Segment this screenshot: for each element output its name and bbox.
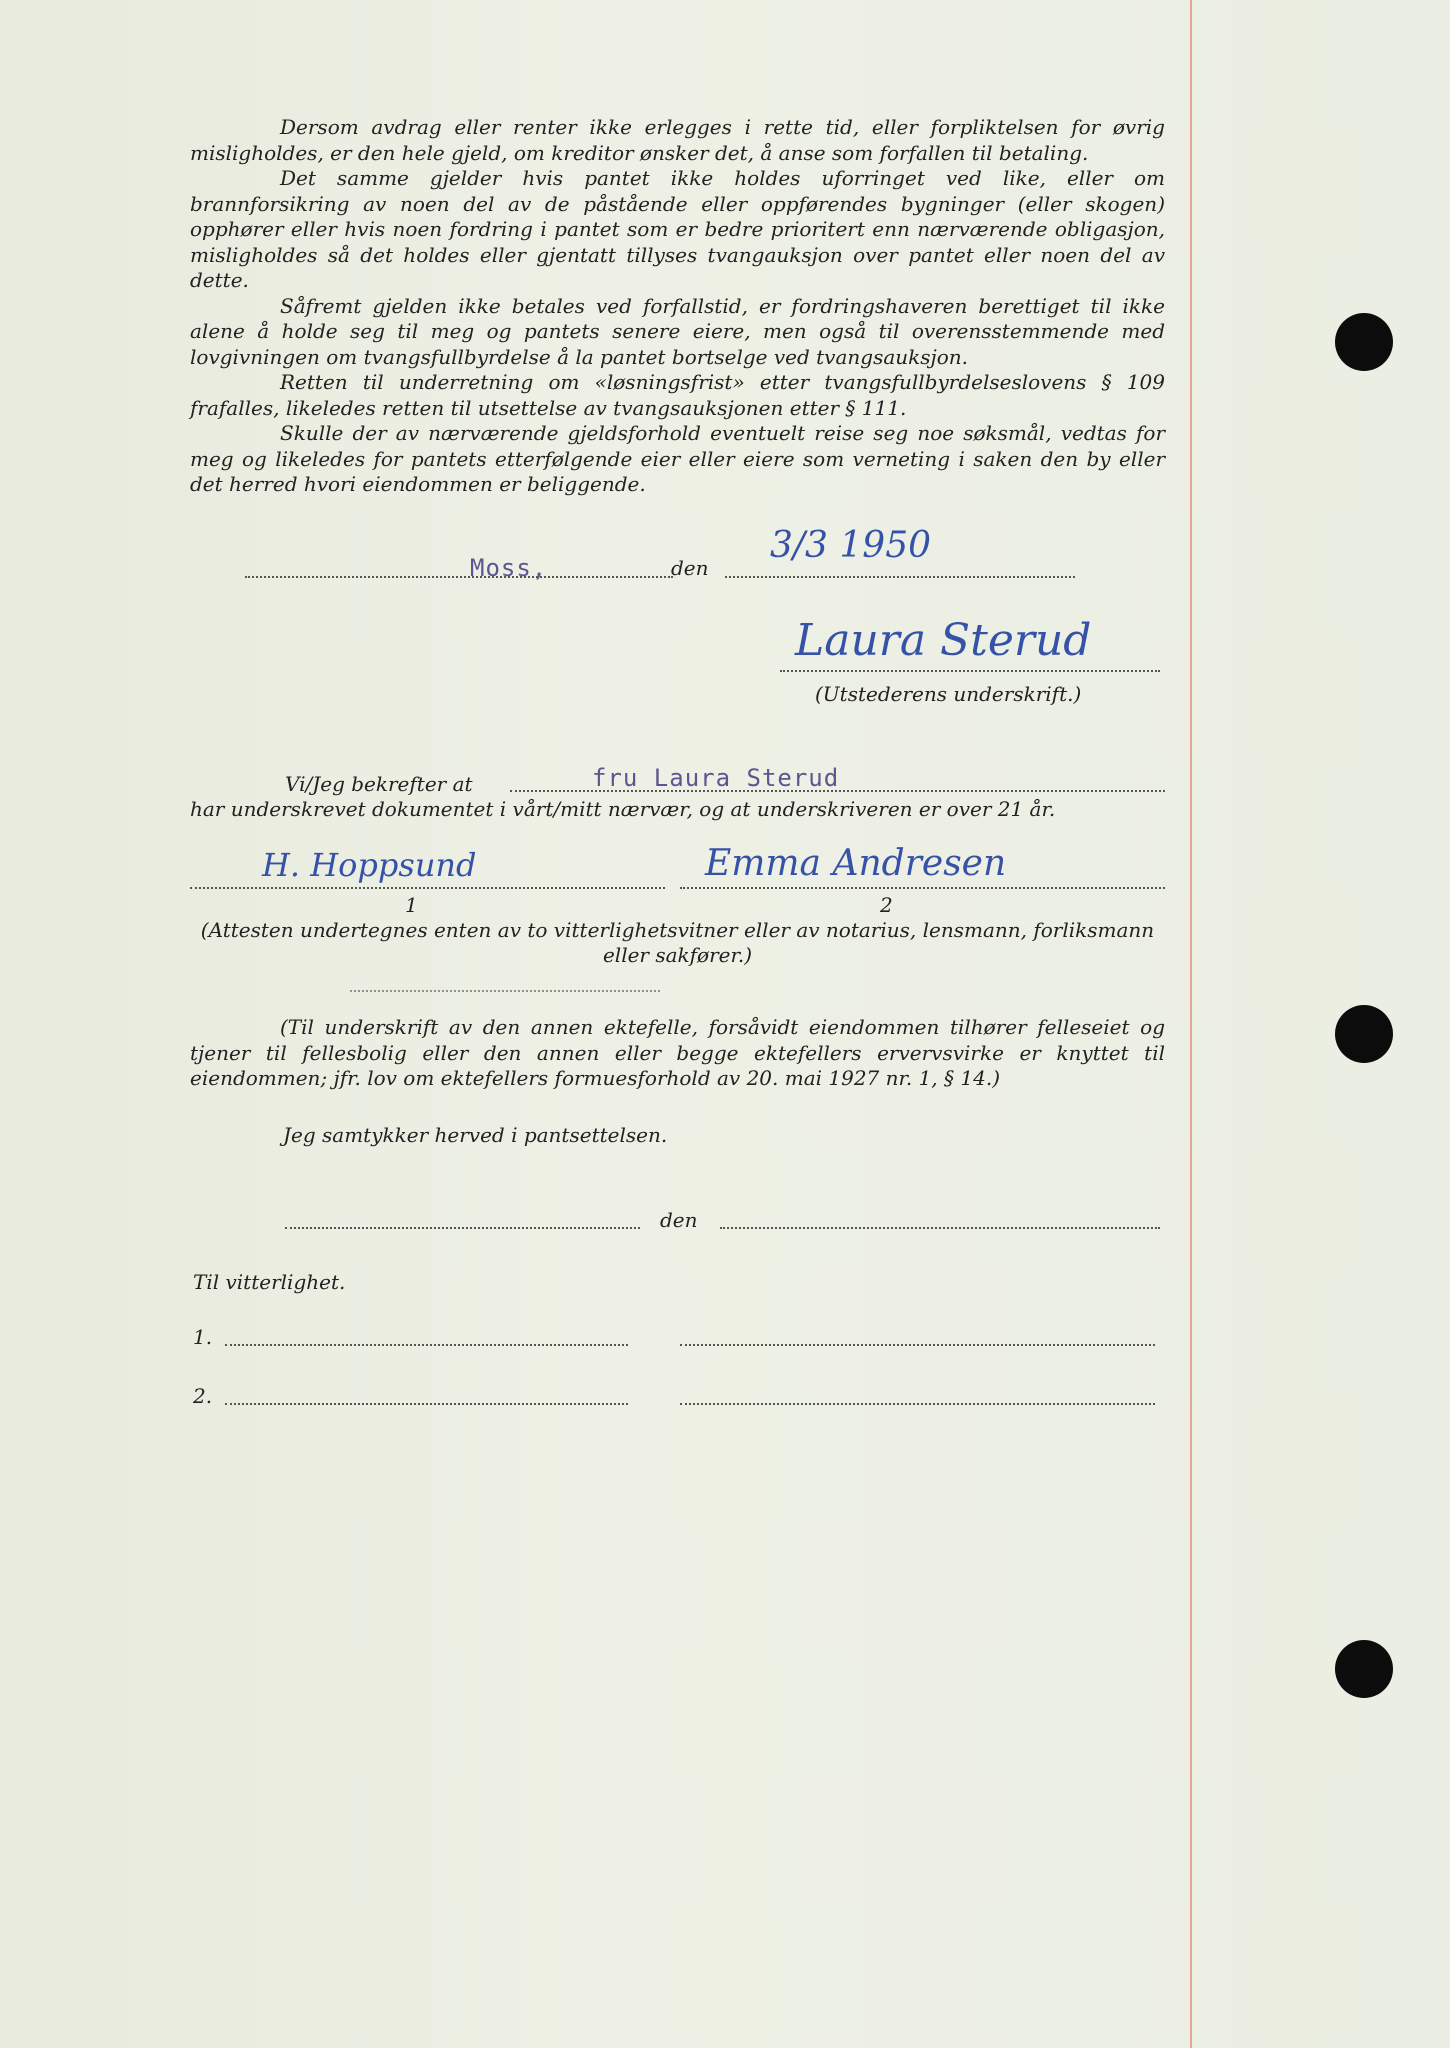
spouse-place-line [285,1227,640,1229]
witness-number-2: 2 [880,893,893,917]
spouse-note-block [190,1015,1165,1092]
spouse-date-line [720,1227,1160,1229]
witness-row-1-line-b [680,1344,1155,1346]
witness-row-1-line-a [225,1344,628,1346]
witness-row-1-number: 1. [193,1325,213,1349]
place-typed: Moss, [470,554,548,582]
spouse-den-label: den [660,1208,698,1232]
clauses-block [190,115,1165,498]
witness-number-1: 1 [405,893,418,917]
clause-notification: Retten til underretning om «løsningsfrist» etter tvangsfullbyrdelseslovens § 109 frafalles, likeledes retten til utsettelse av tvangsauksjonen etter § 111. [190,370,1165,420]
den-label: den [671,556,709,580]
witness2-line [680,887,1165,889]
punch-hole-middle [1335,1005,1393,1063]
clause-maintenance: Det samme gjelder hvis pantet ikke holdes uforringet ved like, eller om brannforsikring av noen del av de påstående eller oppførendes bygninger (eller skogen) opphører eller hvis noen fordring i pantet som er bedre prioritert enn nærværende obligasjon, misligholdes så det holdes eller gjentatt tillyses tvangauksjon over pantet eller noen del av dette. [190,166,1165,292]
clause-default: Dersom avdrag eller renter ikke erlegges i rette tid, eller forpliktelsen for øvrig misligholdes, er den hele gjeld, om kreditor ønsker det, å anse som forfallen til betaling. [190,115,1165,165]
punch-hole-top [1335,313,1393,371]
date-handwritten: 3/3 1950 [770,525,931,566]
witness-row-2-line-a [225,1403,628,1405]
issuer-signature-line [780,670,1160,672]
witness-row-2-number: 2. [193,1384,213,1408]
margin-line [1190,0,1192,2048]
witness1-line [190,887,665,889]
attest-statement: har underskrevet dokumentet i vårt/mitt nærvær, og at underskriveren er over 21 år. [190,797,1056,821]
separator-line [350,990,660,992]
clause-forced-sale: Såfremt gjelden ikke betales ved forfallstid, er fordringshaveren berettiget til ikke alene å holde seg til meg og pantets senere eiere, men også til overensstemmende med lovgivningen om tvangsfullbyrdelse å la pantet bortselge ved tvangsauksjon. [190,293,1165,369]
witness1-signature: H. Hoppsund [262,846,477,884]
attest-prefix: Vi/Jeg bekrefter at [285,772,473,796]
clause-venue: Skulle der av nærværende gjeldsforhold eventuelt reise seg noe søksmål, vedtas for meg og likeledes for pantets etterfølgende eier eller eiere som verneting i saken den by eller det herred hvori eiendommen er beliggende. [190,421,1165,496]
spouse-note: (Til underskrift av den annen ektefelle, forsåvidt eiendommen tilhører felleseiet og tjener til fellesbolig eller den annen eller begge ektefellers ervervsvirke er knyttet til eiendommen; jfr. lov om ektefellers formuesforhold av 20. mai 1927 nr. 1, § 14.) [190,1015,1165,1090]
attest-name-typed: fru Laura Sterud [592,764,840,792]
punch-hole-bottom [1335,1640,1393,1698]
issuer-caption: (Utstederens underskrift.) [815,682,1082,706]
witnesses-heading: Til vitterlighet. [193,1270,346,1294]
attest-note: (Attesten undertegnes enten av to vitterlighetsvitner eller av notarius, lensmann, forliksmann eller sakfører.) [200,918,1155,967]
issuer-signature: Laura Sterud [795,615,1092,666]
place-line [245,576,673,578]
spouse-consent: Jeg samtykker herved i pantsettelsen. [283,1123,668,1147]
witness-row-2-line-b [680,1403,1155,1405]
witness2-signature: Emma Andresen [705,843,1007,884]
date-line [725,576,1075,578]
